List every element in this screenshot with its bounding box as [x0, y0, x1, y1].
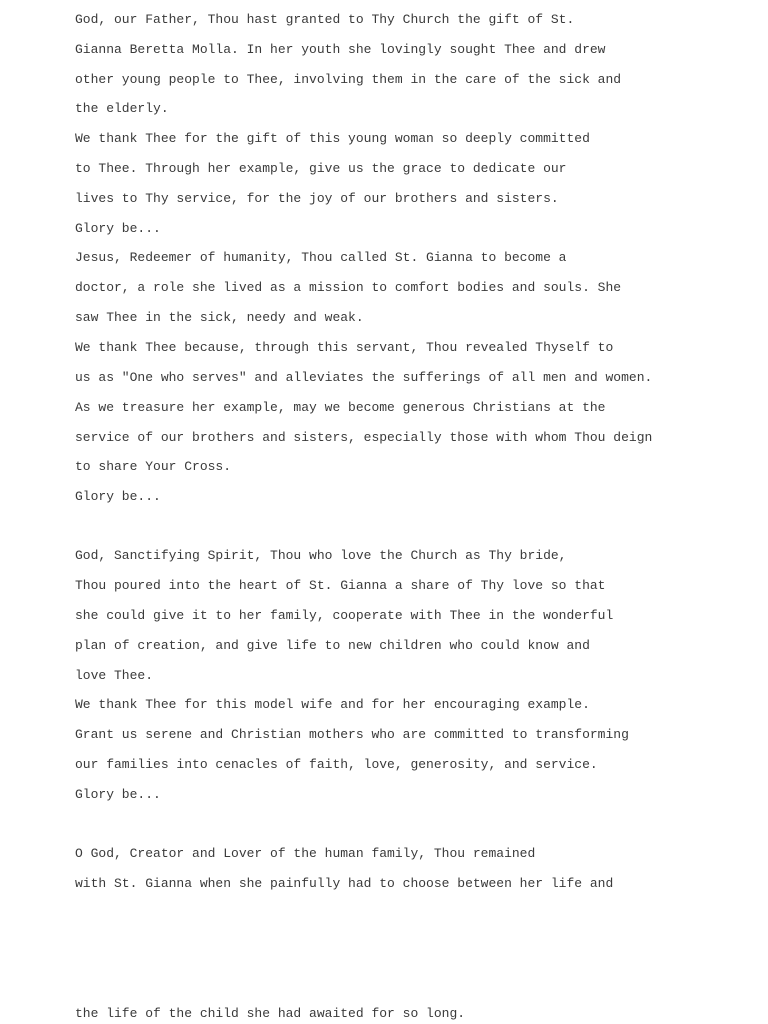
text-line: to share Your Cross. [75, 459, 232, 474]
text-line: God, Sanctifying Spirit, Thou who love the Church as Thy bride, [75, 548, 567, 563]
text-line: our families into cenacles of faith, love, generosity, and service. [75, 757, 598, 772]
text-line: with St. Gianna when she painfully had to choose between her life and [75, 876, 614, 891]
text-line: Grant us serene and Christian mothers who are committed to transforming [75, 727, 629, 742]
text-line: love Thee. [75, 668, 154, 683]
text-line: to Thee. Through her example, give us the grace to dedicate our [75, 161, 567, 176]
text-line: the life of the child she had awaited for so long. [75, 1006, 466, 1021]
text-line: Jesus, Redeemer of humanity, Thou called St. Gianna to become a [75, 250, 567, 265]
text-line: God, our Father, Thou hast granted to Thy Church the gift of St. [75, 12, 575, 27]
text-line: We thank Thee for the gift of this young woman so deeply committed [75, 131, 590, 146]
text-line: As we treasure her example, may we become generous Christians at the [75, 400, 606, 415]
text-line: Glory be... [75, 787, 161, 802]
text-line: O God, Creator and Lover of the human family, Thou remained [75, 846, 536, 861]
text-line: We thank Thee because, through this servant, Thou revealed Thyself to [75, 340, 614, 355]
text-line: plan of creation, and give life to new children who could know and [75, 638, 590, 653]
text-line: saw Thee in the sick, needy and weak. [75, 310, 364, 325]
text-line: We thank Thee for this model wife and for her encouraging example. [75, 697, 590, 712]
text-line: Glory be... [75, 221, 161, 236]
text-line: she could give it to her family, cooperate with Thee in the wonderful [75, 608, 614, 623]
text-line: us as "One who serves" and alleviates the sufferings of all men and women. [75, 370, 653, 385]
text-line: Thou poured into the heart of St. Gianna a share of Thy love so that [75, 578, 606, 593]
text-line: Gianna Beretta Molla. In her youth she lovingly sought Thee and drew [75, 42, 606, 57]
text-line: other young people to Thee, involving them in the care of the sick and [75, 72, 622, 87]
text-line: lives to Thy service, for the joy of our brothers and sisters. [75, 191, 559, 206]
text-line: service of our brothers and sisters, especially those with whom Thou deign [75, 430, 653, 445]
text-line: Glory be... [75, 489, 161, 504]
text-line: doctor, a role she lived as a mission to comfort bodies and souls. She [75, 280, 622, 295]
text-line: the elderly. [75, 101, 169, 116]
